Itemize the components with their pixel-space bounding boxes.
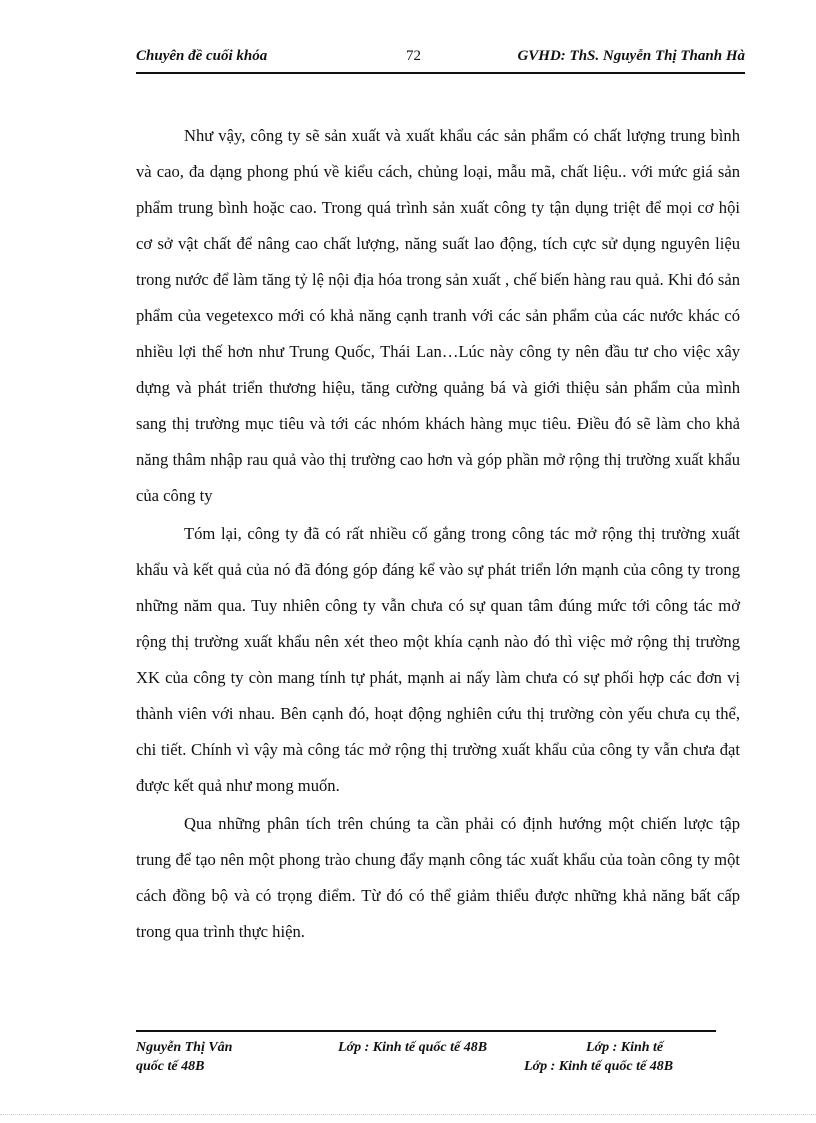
page-header	[136, 48, 745, 70]
footer-author: Nguyễn Thị Vân	[136, 1040, 233, 1055]
paragraph-2: Tóm lại, công ty đã có rất nhiều cố gắng trong công tác mở rộng thị trường xuất khẩu và kết quả của nó đã đóng góp đáng kể vào sự phát triển lớn mạnh của công ty trong những năm qua. Tuy nhiên công ty vẫn chưa có sự quan tâm đúng mức tới công tác mở rộng thị trường xuất khẩu nên xét theo một khía cạnh nào đó thì việc mở rộng thị trường XK của công ty còn mang tính tự phát, mạnh ai nấy làm chưa có sự phối hợp các đơn vị thành viên với nhau. Bên cạnh đó, hoạt động nghiên cứu thị trường còn yếu chưa cụ thể, chi tiết. Chính vì vậy mà công tác mở rộng thị trường xuất khẩu của công ty vẫn chưa đạt được kết quả như mong muốn.	[136, 524, 740, 795]
footer-class-1: Lớp : Kinh tế quốc tế 48B	[338, 1040, 488, 1055]
header-title: Chuyên đề cuối khóa	[136, 48, 268, 64]
footer-class-2-cont: quốc tế 48B	[136, 1059, 205, 1074]
paragraph-1: Như vậy, công ty sẽ sản xuất và xuất khẩu các sản phẩm có chất lượng trung bình và cao, đa dạng phong phú về kiểu cách, chủng loại, mẫu mã, chất liệu.. với mức giá sản phẩm trung bình hoặc cao. Trong quá trình sản xuất công ty tận dụng triệt để mọi cơ hội cơ sở vật chất để nâng cao chất lượng, năng suất lao động, tích cực sử dụng nguyên liệu trong nước để làm tăng tỷ lệ nội địa hóa trong sản xuất , chế biến hàng rau quả. Khi đó sản phẩm của vegetexco mới có khả năng cạnh tranh với các sản phẩm của các nước khác có nhiều lợi thế hơn như Trung Quốc, Thái Lan…Lúc này công ty nên đầu tư cho việc xây dựng và phát triển thương hiệu, tăng cường quảng bá và giới thiệu sản phẩm của mình sang thị trường mục tiêu và tới các nhóm khách hàng mục tiêu. Điều đó sẽ làm cho khả năng thâm nhập rau quả vào thị trường cao hơn và góp phần mở rộng thị trường xuất khẩu của công ty	[136, 126, 740, 505]
page-number: 72	[406, 48, 421, 64]
footer-class-3: Lớp : Kinh tế quốc tế 48B	[524, 1059, 674, 1074]
footer-divider	[136, 1030, 716, 1032]
page-bottom-edge	[0, 1114, 816, 1115]
footer-class-2-start: Lớp : Kinh tế	[586, 1040, 664, 1055]
header-divider	[136, 72, 745, 74]
paragraph-3: Qua những phân tích trên chúng ta cần phải có định hướng một chiến lược tập trung để tạo nên một phong trào chung đẩy mạnh công tác xuất khẩu của toàn công ty một cách đồng bộ và có trọng điểm. Từ đó có thể giảm thiểu được những khả năng bất cấp trong qua trình thực hiện.	[136, 814, 740, 941]
document-body	[136, 118, 740, 952]
header-supervisor: GVHD: ThS. Nguyễn Thị Thanh Hà	[517, 48, 745, 64]
